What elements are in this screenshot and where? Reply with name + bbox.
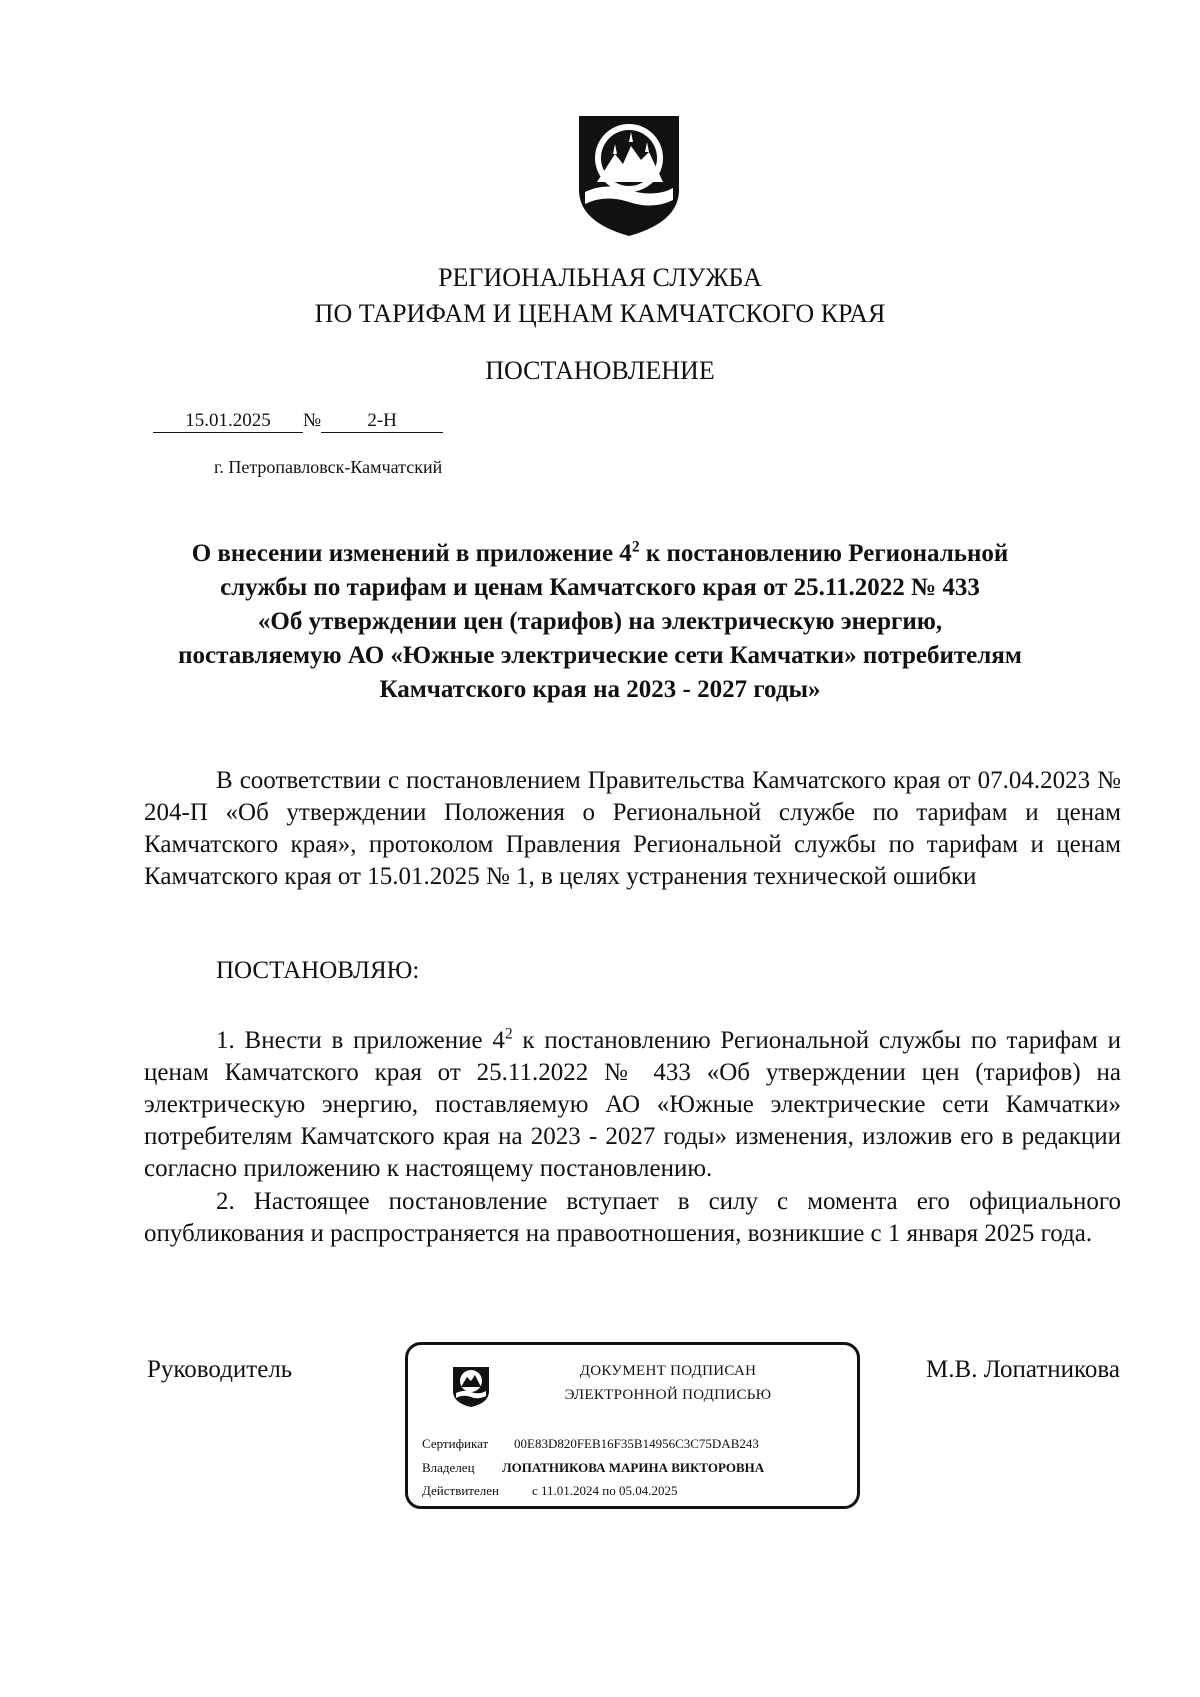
owner-label: Владелец: [422, 1460, 475, 1475]
document-title: [0, 537, 1200, 707]
title-superscript: 2: [631, 538, 640, 556]
stamp-heading-line-1: ДОКУМЕНТ ПОДПИСАН: [579, 1363, 757, 1379]
stamp-heading-line-2: ЭЛЕКТРОННОЙ ПОДПИСЬЮ: [564, 1387, 772, 1403]
title-line-1-start: О внесении изменений в приложение 4: [191, 540, 632, 567]
number-sign: №: [303, 410, 322, 431]
organization-line-2: ПО ТАРИФАМ И ЦЕНАМ КАМЧАТСКОГО КРАЯ: [314, 299, 886, 328]
stamp-owner-row: [422, 1460, 764, 1476]
title-line-5: Камчатского края на 2023 - 2027 годы»: [379, 676, 821, 703]
stamp-heading: [508, 1359, 828, 1407]
item-1-end: к постановлению Региональной службы по тарифам и ценам Камчатского края от 25.11.2022 № 433 «Об утверждении цен (тарифов) на электрическую энергию, поставляемую АО «Южные электрические сети Камчатки» потребителям Камчатского края на 2023 - 2027 годы» изменения, изложив его в редакции согласно приложению к настоящему постановлению.: [144, 1027, 1122, 1182]
certificate-value: 00E83D820FEB16F35B14956C3C75DAB243: [514, 1436, 759, 1451]
title-line-1: [0, 537, 1200, 571]
validity-label: Действителен: [422, 1483, 499, 1498]
coat-of-arms-icon: [575, 112, 683, 240]
stamp-emblem-icon: [451, 1365, 491, 1409]
signer-position: Руководитель: [147, 1356, 293, 1383]
item-2-paragraph: 2. Настоящее постановление вступает в силу с момента его официального опубликования и распространяется на правоотношения, возникшие с 1 января 2025 года.: [144, 1188, 1121, 1247]
preamble-paragraph: В соответствии с постановлением Правительства Камчатского края от 07.04.2023 № 204-П «Об утверждении Положения о Региональной службе по тарифам и ценам Камчатского края», протоколом Правления Региональной службы по тарифам и ценам Камчатского края от 15.01.2025 № 1, в целях устранения технической ошибки: [144, 767, 1121, 890]
item-1-start: 1. Внести в приложение 4: [216, 1027, 505, 1054]
title-line-4: поставляемую АО «Южные электрические сети Камчатки» потребителям: [178, 642, 1022, 669]
city: г. Петропавловск-Камчатский: [214, 457, 443, 477]
stamp-certificate-row: [422, 1436, 759, 1452]
certificate-label: Сертификат: [422, 1436, 489, 1451]
decree-word: ПОСТАНОВЛЯЮ:: [216, 957, 420, 984]
date-number-line: [153, 410, 443, 433]
organization-name: [0, 260, 1200, 332]
stamp-validity-row: [422, 1483, 678, 1499]
owner-value: ЛОПАТНИКОВА МАРИНА ВИКТОРОВНА: [502, 1460, 765, 1475]
validity-value: с 11.01.2024 по 05.04.2025: [532, 1483, 678, 1498]
title-line-1-end: к постановлению Региональной: [639, 540, 1009, 567]
organization-line-1: РЕГИОНАЛЬНАЯ СЛУЖБА: [438, 263, 762, 292]
document-date: 15.01.2025: [153, 410, 303, 433]
signer-name: М.В. Лопатникова: [926, 1356, 1120, 1383]
item-1-paragraph: [144, 1025, 1121, 1185]
item-1-superscript: 2: [504, 1025, 513, 1043]
electronic-signature-stamp: [405, 1342, 860, 1509]
document-type: ПОСТАНОВЛЕНИЕ: [485, 356, 715, 385]
title-line-2: службы по тарифам и ценам Камчатского края от 25.11.2022 № 433: [220, 574, 980, 601]
document-number: 2-Н: [321, 410, 443, 433]
title-line-3: «Об утверждении цен (тарифов) на электрическую энергию,: [257, 608, 943, 635]
